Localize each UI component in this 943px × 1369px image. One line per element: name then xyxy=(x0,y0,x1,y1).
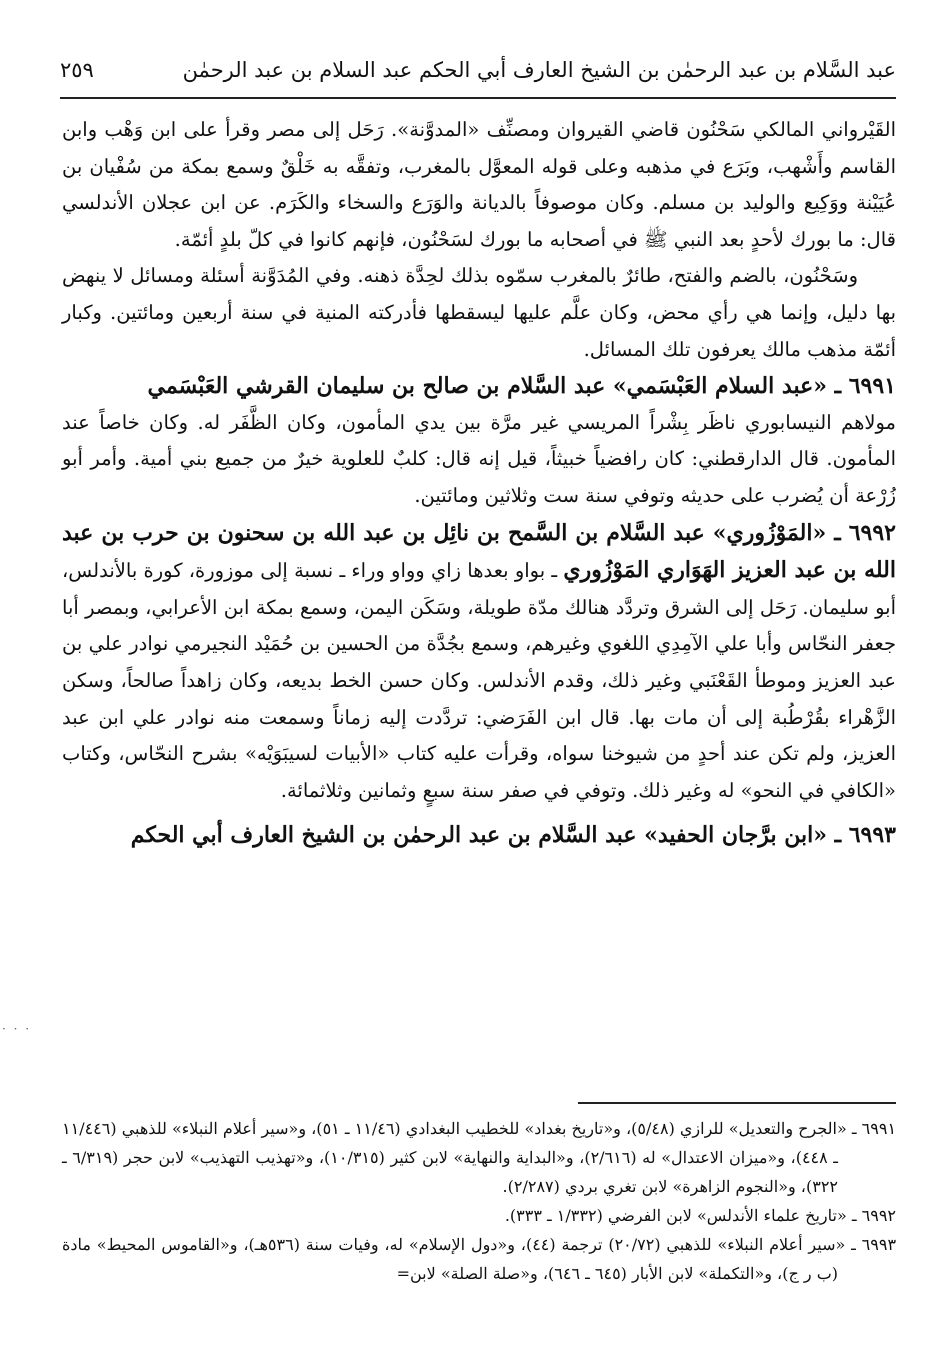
entry-6991-body: مولاهم النيسابوري ناظَر بِشْراً المريسي غير مرَّة بين يدي المأمون، وكان الظَّفَر له. وكان خاصاً عند المأمون. قال الدارقطني: كان رافضياً خبيثاً، قيل إنه قال: كلبٌ للعلوية خيرٌ من جميع بني أمية. وأمر أبو زُرْعة أن يُضرب على حديثه وتوفي سنة ست وثلاثين ومائتين. xyxy=(62,410,896,507)
header-divider xyxy=(60,97,896,99)
running-header xyxy=(60,52,896,96)
entry-6992-heading: ٦٩٩٢ ـ «المَوْزُوري» عبد السَّلام بن السَّمح بن نائِل بن عبد الله بن سحنون بن حرب بن عبد الله بن عبد العزيز الهَوَاري المَوْزُوري xyxy=(62,519,896,584)
main-text xyxy=(62,112,896,854)
footnote-6991: ٦٩٩١ ـ «الجرح والتعديل» للرازي (٥/٤٨)، و«تاريخ بغداد» للخطيب البغدادي (١١/٤٦ ـ ٥١)، و«سير أعلام النبلاء» للذهبي (١١/٤٤٦ ـ ٤٤٨)، و«ميزان الاعتدال» له (٢/٦١٦)، و«البداية والنهاية» لابن كثير (١٠/٣١٥)، و«تهذيب التهذيب» لابن حجر (٦/٣١٩ ـ ٣٢٢)، و«النجوم الزاهرة» لابن تغري بردي (٢/٢٨٧). xyxy=(62,1119,897,1196)
entry-6991-heading: ٦٩٩١ ـ «عبد السلام العَبْسَمي» عبد السَّلام بن صالح بن سليمان القرشي العَبْسَمي xyxy=(147,373,896,400)
footnote-6992: ٦٩٩٢ ـ «تاريخ علماء الأندلس» لابن الفرضي (١/٣٣٢ ـ ٣٣٣). xyxy=(504,1206,896,1225)
entry-6992 xyxy=(62,515,896,810)
page-number: ٢٥٩ xyxy=(60,58,94,82)
footnote-divider xyxy=(578,1102,896,1104)
margin-mark: · · · xyxy=(2,1022,32,1036)
entry-6992-body: ـ بواو بعدها زاي وواو وراء ـ نسبة إلى موزورة، كورة بالأندلس، أبو سليمان. رَحَل إلى الشرق وتردَّد هنالك مدّة طويلة، وسَكَن اليمن، وسمع بمكة ابن الأعرابي، وبمصر أبا جعفر النحّاس وأبا علي الآمِدِي اللغوي وغيرهم، وسمع بجُدَّة من الحسين بن حُمَيْد النجيرمي نوادر علي بن عبد العزيز وموطأ القَعْنَبي وغير ذلك، وقدم الأندلس. وكان حسن الخط بديعه، وكان زاهداً صالحاً، وسكن الزَّهْراء بقُرْطُبة إلى أن مات بها. قال ابن الفَرَضي: تردَّدت إليه زماناً وسمعت منه نوادر علي ابن عبد العزيز، ولم تكن عند أحدٍ من شيوخنا سواه، وقرأت عليه كتاب «الأبيات لسيبَوَيْه» بشرح النحّاس، وكتاب «الكافي في النحو» له وغير ذلك. وتوفي في صفر سنة سبعٍ وثمانين وثلاثمائة. xyxy=(62,559,896,802)
running-title: عبد السَّلام بن عبد الرحمٰن بن الشيخ العارف أبي الحكم عبد السلام بن عبد الرحمٰن xyxy=(182,58,896,82)
paragraph-sahnun-note: وسَحْنُون، بالضم والفتح، طائرٌ بالمغرب سمّوه بذلك لحِدَّة ذهنه. وفي المُدَوَّنة أسئلة ومسائل لا ينهض بها دليل، وإنما هي رأي محض، وكان علَّم عليها ليسقطها فأدركته المنية في سنة أربعين ومائتين. وكبار أئمّة مذهب مالك يعرفون تلك المسائل. xyxy=(62,264,896,361)
paragraph-sahnun-bio: القَيْرواني المالكي سَحْنُون قاضي القيروان ومصنِّف «المدوَّنة». رَحَل إلى مصر وقرأ على ابن وَهْب وابن القاسم وأَشْهب، وبَرَع في مذهبه وعلى قوله المعوَّل بالمغرب، وتفقَّه به خَلْقٌ وسمع بمكة من سُفْيان بن عُيَيْنة ووَكِيع والوليد بن مسلم. وكان موصوفاً بالديانة والوَرَع والسخاء والكَرَم. عن ابن عجلان الأندلسي قال: ما بورك لأحدٍ بعد النبي ﷺ في أصحابه ما بورك لسَحْنُون، فإنهم كانوا في كلّ بلدٍ أئمّة. xyxy=(62,118,896,251)
footnotes xyxy=(62,1114,896,1288)
entry-6993-heading: ٦٩٩٣ ـ «ابن برَّجان الحفيد» عبد السَّلام بن عبد الرحمٰن بن الشيخ العارف أبي الحكم xyxy=(130,822,896,849)
footnote-6993: ٦٩٩٣ ـ «سير أعلام النبلاء» للذهبي (٢٠/٧٢) ترجمة (٤٤)، و«دول الإسلام» له، وفيات سنة (٥٣٦هـ)، و«القاموس المحيط» مادة (ب ر ج)، و«التكملة» لابن الأبار (٦٤٥ ـ ٦٤٦)، و«صلة الصلة» لابن= xyxy=(62,1235,897,1283)
